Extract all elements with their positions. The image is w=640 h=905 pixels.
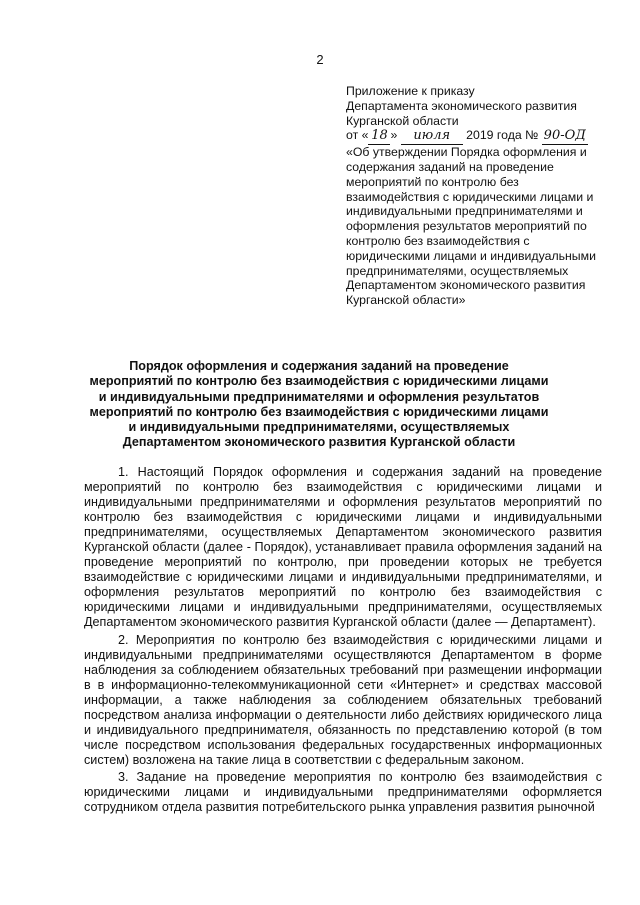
- appendix-line-3: Курганской области: [346, 113, 459, 128]
- paragraph-3: 3. Задание на проведение мероприятия по контролю без взаимодействия с юридическими лицами и индивидуальными предпринимателями оформляется сотрудником отдела развития потребительского рынка управления развития рыночной: [84, 769, 602, 815]
- appendix-line-2: Департамента экономического развития: [346, 98, 577, 113]
- date-prefix: от «: [346, 128, 369, 143]
- paragraph-1: 1. Настоящий Порядок оформления и содержания заданий на проведение мероприятий по контролю без взаимодействия с юридическими лицами и индивидуальными предпринимателями и оформления результатов мероприятий по контролю без взаимодействия с юридическими лицами и индивидуальными предпринимателями, осуществляемых Департаментом экономического развития Курганской области (далее - Порядок), устанавливает правила оформления заданий на проведение мероприятий по контролю, при проведении которых не требуется взаимодействие с юридическими лицами и индивидуальными предпринимателями, и оформления результатов мероприятий по контролю без взаимодействия с юридическими лицами и индивидуальными предпринимателями, осуществляемых Департаментом экономического развития Курганской области (далее — Департамент).: [84, 465, 602, 630]
- order-year: 2019 года №: [466, 128, 539, 143]
- order-number: 90-ОД: [543, 128, 586, 144]
- order-title: «Об утверждении Порядка оформления и содержания заданий на проведение мероприятий по контролю без взаимодействия с юридическими лицами и индивидуальными предпринимателями и оформления результатов мероприятий по контролю без взаимодействия с юридическими лицами и индивидуальными предпринимателями, осуществляемых Департаментом экономического развития Курганской области»: [346, 145, 596, 308]
- order-date-line: [346, 128, 608, 145]
- appendix-header: [346, 84, 608, 308]
- order-month: июля: [401, 129, 463, 145]
- order-day: 18: [368, 129, 390, 145]
- document-title: Порядок оформления и содержания заданий на проведение мероприятий по контролю без взаимодействия с юридическими лицами и индивидуальными предпринимателями и оформления результатов мероприятий по контролю без взаимодействия с юридическими лицами и индивидуальными предпринимателями, осуществляемых Департаментом экономического развития Курганской области: [89, 359, 549, 450]
- appendix-line-1: Приложение к приказу: [346, 84, 475, 98]
- date-close: »: [390, 128, 398, 143]
- document-body: [84, 465, 602, 817]
- paragraph-2: 2. Мероприятия по контролю без взаимодействия с юридическими лицами и индивидуальными предпринимателями осуществляются Департаментом в форме наблюдения за соблюдением обязательных требований при размещении информации в в информационно-телекоммуникационной сети «Интернет» и средствах массовой информации, а также наблюдения за соблюдением обязательных требований посредством анализа информации о деятельности либо действиях юридического лица и индивидуального предпринимателя, обязанность по представлению которой (в том числе посредством использования федеральных государственных информационных систем) возложена на такие лица в соответствии с федеральным законом.: [84, 632, 602, 767]
- page-number: 2: [316, 52, 324, 67]
